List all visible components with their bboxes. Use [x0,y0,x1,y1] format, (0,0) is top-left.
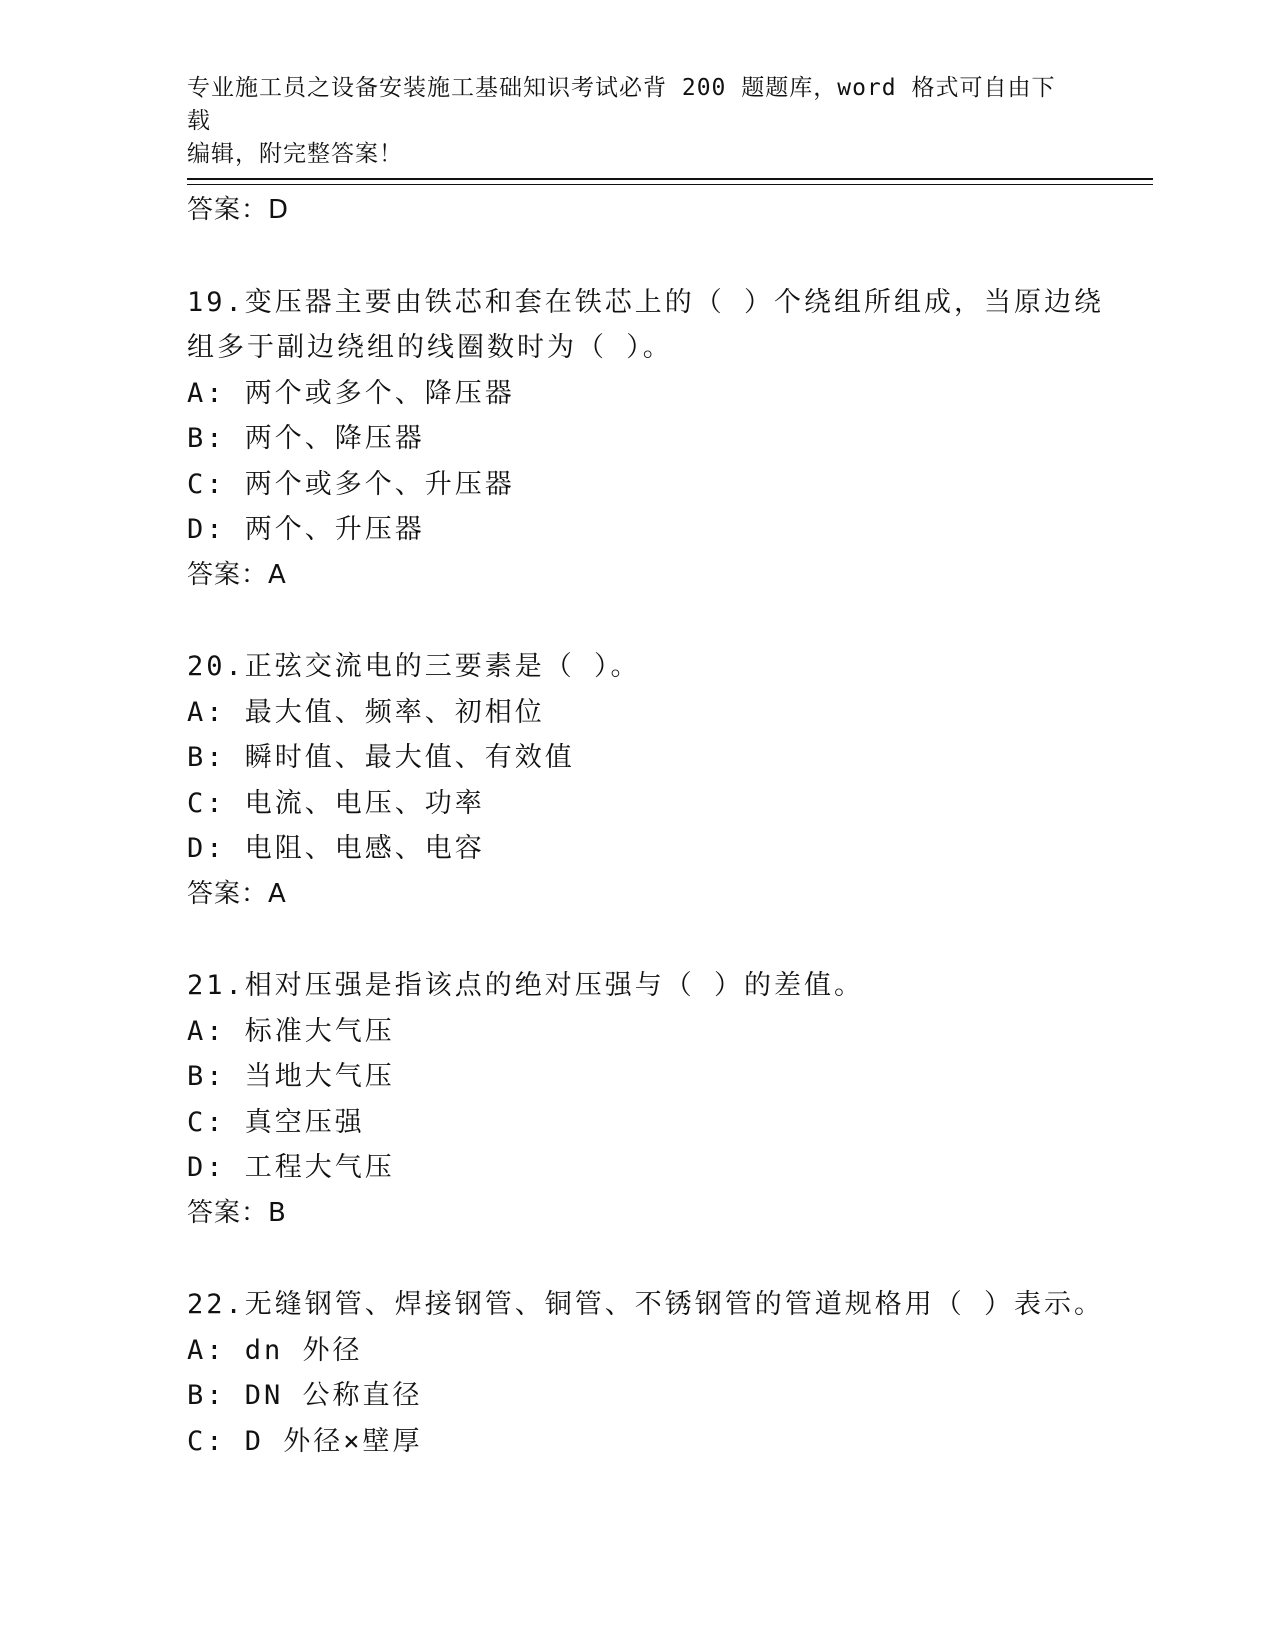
question-stem-line-1: 19.变压器主要由铁芯和套在铁芯上的（ ）个绕组所组成，当原边绕 [187,286,1105,318]
question-stem: 22.无缝钢管、焊接钢管、铜管、不锈钢管的管道规格用（ ）表示。 [187,1289,1105,1320]
option-c: C: 两个或多个、升压器 [187,468,515,500]
question-stem-line-2: 组多于副边绕组的线圈数时为（ ）。 [187,332,673,363]
option-b: B: 瞬时值、最大值、有效值 [187,742,575,773]
previous-answer: 答案：D [187,195,290,225]
option-b: B: DN 公称直径 [187,1380,423,1411]
question-20 [187,644,1087,917]
question-19 [187,280,1105,599]
option-d: D: 两个、升压器 [187,514,425,545]
option-b: B: 两个、降压器 [187,423,425,454]
spacer [187,234,1087,280]
header-title-line-2: 编辑，附完整答案！ [187,141,403,167]
spacer [187,1236,1087,1282]
question-stem: 21.相对压强是指该点的绝对压强与（ ）的差值。 [187,970,865,1001]
option-d: D: 工程大气压 [187,1152,395,1183]
option-a: A: dn 外径 [187,1334,363,1366]
question-21 [187,963,1087,1236]
option-c: C: D 外径×壁厚 [187,1425,423,1457]
header-divider-thin [187,184,1153,185]
option-a: A: 两个或多个、降压器 [187,377,515,409]
question-list [187,188,1105,1464]
answer: 答案：A [187,559,287,590]
option-b: B: 当地大气压 [187,1061,395,1092]
spacer [187,598,1087,644]
option-d: D: 电阻、电感、电容 [187,833,485,864]
option-a: A: 标准大气压 [187,1015,395,1047]
option-c: C: 真空压强 [187,1106,365,1138]
question-stem: 20.正弦交流电的三要素是（ ）。 [187,651,641,682]
spacer [187,917,1087,963]
header-divider-thick [187,178,1153,180]
option-c: C: 电流、电压、功率 [187,787,485,819]
answer: 答案：A [187,878,287,909]
answer: 答案：B [187,1197,287,1228]
question-22 [187,1282,1105,1464]
header-title-line-1: 专业施工员之设备安装施工基础知识考试必背 200 题题库，word 格式可自由下载 [187,75,1056,134]
document-header [187,72,1067,171]
option-a: A: 最大值、频率、初相位 [187,696,545,728]
